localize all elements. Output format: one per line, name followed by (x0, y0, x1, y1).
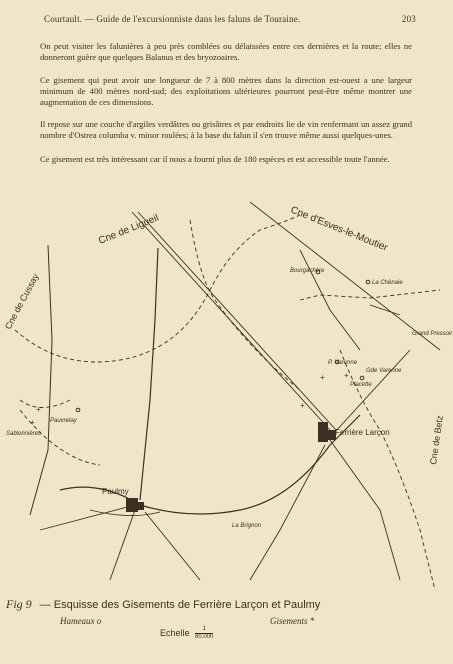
scale-label: Echelle (160, 627, 190, 638)
svg-text:+: + (300, 401, 305, 410)
sketch-map (0, 200, 453, 595)
railway-line (132, 212, 330, 430)
scale-numerator: 1 (195, 626, 213, 634)
paragraph-3: Il repose sur une couche d'argiles verdâtres ou grisâtres et par endroits lie de vin renfermant un assez grand nombre d'Ostrea columba v. minor roulées; à la base du falun il s'en trouve même aussi quelques-unes. (40, 119, 412, 140)
paragraph-2: Ce gisement qui peut avoir une longueur de 7 à 800 mètres dans la direction est-ouest a une largeur minimum de 400 mètres nord-sud; des exploitations ultérieures pourront peut-être même montrer une augmentation de ces dimensions. (40, 75, 412, 107)
figure-number: Fig 9 (6, 597, 32, 611)
label-esves: Cne d'Esves-le-Moutier (288, 204, 390, 254)
label-cussay: Cne de Cussay (2, 271, 41, 331)
label-ferriere: Ferrière Larçon (335, 428, 390, 437)
label-grand-pressoir: Grand Pressoir (412, 331, 453, 337)
svg-text:+: + (30, 418, 35, 427)
running-title: Courtault. — Guide de l'excursionniste dans les faluns de Touraine. (44, 14, 301, 24)
paragraph-1: On peut visiter les falunières à peu près comblées ou délaissées entre ces dernières et la route; elles ne donneront guère que quelques Balanus et des bryozoaires. (40, 41, 412, 62)
road-north-south (140, 248, 158, 500)
legend-gisements: Gisements * (270, 616, 315, 626)
scale-denominator: 80.000 (195, 634, 214, 640)
road-east (250, 202, 440, 350)
page-number: 203 (401, 14, 416, 24)
commune-boundary (15, 212, 300, 362)
svg-text:+: + (36, 405, 41, 414)
figure-caption: Fig 9 — Esquisse des Gisements de Ferrière Larçon et Paulmy (6, 597, 321, 611)
svg-text:+: + (344, 371, 349, 380)
label-brignon: La Brignon (232, 523, 262, 529)
label-chenaie: La Chênaie (372, 280, 403, 286)
label-gde-varenne: Gde Varenne (366, 368, 402, 374)
running-header (44, 14, 416, 24)
label-p-varenne: P. Varenne (328, 360, 358, 366)
scale-note (160, 626, 213, 641)
legend-hameaux: Hameaux o (60, 616, 102, 626)
figure-title: Esquisse des Gisements de Ferrière Larçon et Paulmy (53, 599, 321, 611)
label-paulmy: Paulmy (102, 487, 129, 496)
ferriere-village (318, 422, 336, 442)
label-sablonnieres: Sablonnières (6, 431, 42, 437)
label-betz: Cne de Betz (428, 414, 445, 466)
scale-fraction (195, 626, 213, 641)
paragraph-4: Ce gisement est très intéressant car il nous a fourni plus de 180 espèces et est accessible toute l'année. (40, 154, 390, 164)
paulmy-village (126, 498, 144, 512)
gisement-marker: + (320, 373, 325, 382)
label-placette: Placette (350, 382, 372, 388)
label-pauvrelay: Pauvrelay (50, 418, 77, 424)
label-bourgachere: Bourgachère (290, 268, 325, 274)
label-ligueil: Cne de Ligueil (97, 212, 161, 247)
